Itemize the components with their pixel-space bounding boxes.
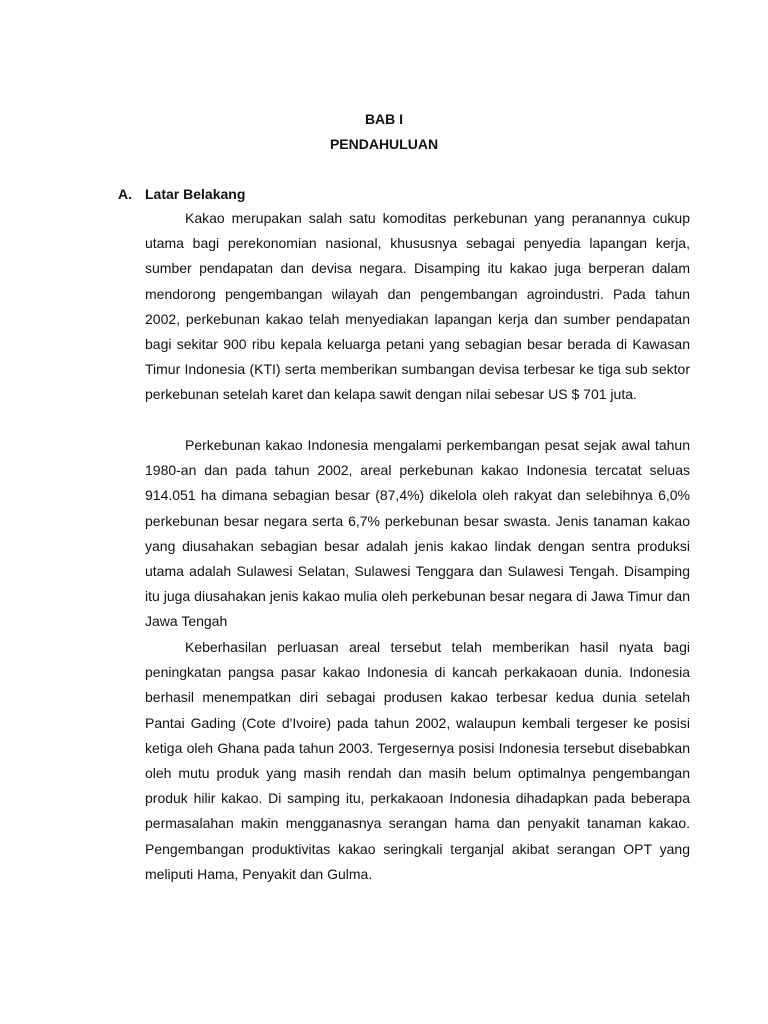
paragraph-1: Kakao merupakan salah satu komoditas perkebunan yang peranannya cukup utama bagi perekonomian nasional, khususnya sebagai penyedia lapangan kerja, sumber pendapatan dan devisa negara. Disamping itu kakao juga berperan dalam mendorong pengembangan wilayah dan pengembangan agroindustri. Pada tahun 2002, perkebunan kakao telah menyediakan lapangan kerja dan sumber pendapatan bagi sekitar 900 ribu kepala keluarga petani yang sebagian besar berada di Kawasan Timur Indonesia (KTI) serta memberikan sumbangan devisa terbesar ke tiga sub sektor perkebunan setelah karet dan kelapa sawit dengan nilai sebesar US $ 701 juta.	[145, 210, 690, 403]
section-heading	[118, 185, 245, 203]
chapter-number: BAB I	[364, 111, 404, 127]
section-title: Latar Belakang	[145, 186, 246, 202]
chapter-title: PENDAHULUAN	[329, 136, 439, 152]
paragraph-3: Keberhasilan perluasan areal tersebut telah memberikan hasil nyata bagi peningkatan pangsa pasar kakao Indonesia di kancah perkakaoan dunia. Indonesia berhasil menempatkan diri sebagai produsen kakao terbesar kedua dunia setelah Pantai Gading (Cote d'Ivoire) pada tahun 2002, walaupun kembali tergeser ke posisi ketiga oleh Ghana pada tahun 2003. Tergesernya posisi Indonesia tersebut disebabkan oleh mutu produk yang masih rendah dan masih belum optimalnya pengembangan produk hilir kakao. Di samping itu, perkakaoan Indonesia dihadapkan pada beberapa permasalahan makin mengganasnya serangan hama dan penyakit tanaman kakao. Pengembangan produktivitas kakao seringkali terganjal akibat serangan OPT yang meliputi Hama, Penyakit dan Gulma.	[145, 639, 690, 882]
paragraph-2: Perkebunan kakao Indonesia mengalami perkembangan pesat sejak awal tahun 1980-an dan pada tahun 2002, areal perkebunan kakao Indonesia tercatat seluas 914.051 ha dimana sebagian besar (87,4%) dikelola oleh rakyat dan selebihnya 6,0% perkebunan besar negara serta 6,7% perkebunan besar swasta. Jenis tanaman kakao yang diusahakan sebagian besar adalah jenis kakao lindak dengan sentra produksi utama adalah Sulawesi Selatan, Sulawesi Tenggara dan Sulawesi Tengah. Disamping itu juga diusahakan jenis kakao mulia oleh perkebunan besar negara di Jawa Timur dan Jawa Tengah	[145, 437, 690, 630]
section-letter: A.	[118, 186, 132, 202]
